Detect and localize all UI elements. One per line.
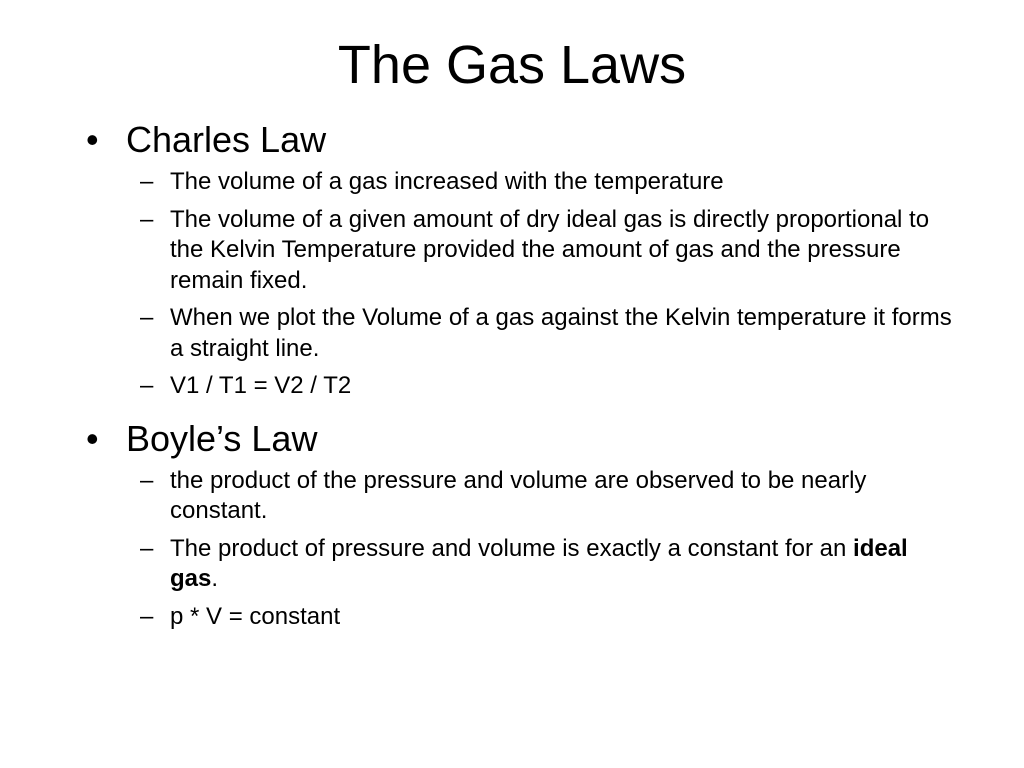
- sub-point: [86, 534, 956, 595]
- bold-term: ideal gas: [170, 534, 908, 592]
- sub-point-text: the product of the pressure and volume are observed to be nearly constant.: [170, 466, 867, 524]
- formula-text: V1 / T1 = V2 / T2: [170, 372, 352, 399]
- sub-point: [86, 466, 956, 527]
- section-heading: Boyle’s Law: [126, 417, 318, 459]
- slide-title: The Gas Laws: [337, 35, 687, 95]
- sub-point: [86, 371, 956, 402]
- sub-point-list: [86, 167, 956, 402]
- sub-point: [86, 303, 956, 364]
- sub-point: [86, 167, 956, 198]
- dash-icon: –: [140, 372, 154, 399]
- dash-icon: –: [140, 602, 154, 630]
- sub-point-text: The volume of a gas increased with the temperature: [170, 168, 724, 195]
- sub-point: [86, 602, 956, 633]
- dash-icon: –: [140, 534, 154, 562]
- dash-icon: –: [140, 304, 154, 331]
- section-heading: Charles Law: [126, 119, 327, 160]
- bullet-heading: [86, 113, 956, 167]
- sub-point-text: [170, 535, 908, 593]
- dash-icon: –: [140, 205, 154, 233]
- section-boyles-law: [86, 412, 956, 633]
- bullet-heading: [86, 412, 956, 466]
- bullet-icon: •: [86, 417, 99, 459]
- formula-text: p * V = constant: [170, 602, 341, 630]
- sub-point-text-before: The product of pressure and volume is exactly a constant for an: [170, 534, 854, 562]
- sub-point-text: The volume of a given amount of dry ideal gas is directly proportional to the Kelvin Temperature provided the amount of gas and the pressure remain fixed.: [170, 205, 930, 294]
- sub-point-text: When we plot the Volume of a gas against the Kelvin temperature it forms a straight line.: [170, 304, 952, 362]
- sub-point-list: [86, 466, 956, 633]
- dash-icon: –: [140, 466, 154, 494]
- sub-point-text-after: .: [211, 565, 219, 592]
- sub-point: [86, 205, 956, 297]
- bullet-icon: •: [86, 119, 99, 160]
- section-charles-law: [86, 113, 956, 402]
- dash-icon: –: [140, 168, 154, 195]
- slide-body: [86, 113, 956, 640]
